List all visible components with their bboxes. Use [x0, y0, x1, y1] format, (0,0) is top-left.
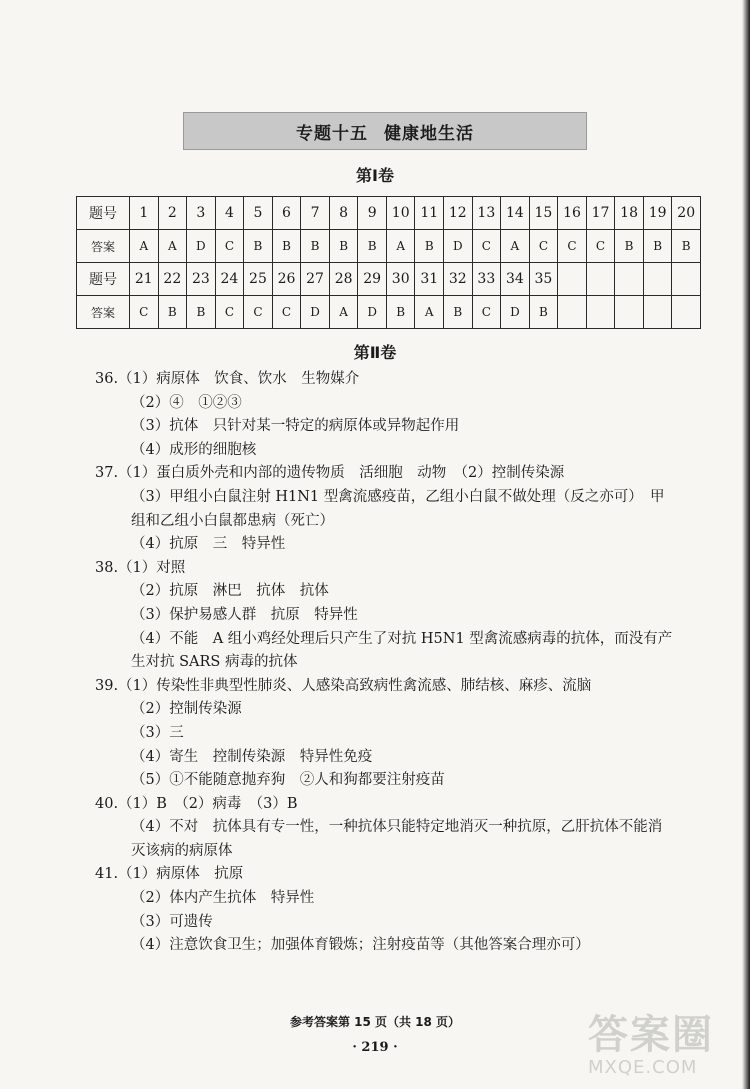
table-cell: B: [643, 230, 672, 263]
table-cell: 32: [444, 263, 473, 296]
answer-line: （4）注意饮食卫生；加强体育锻炼；注射疫苗等（其他答案合理亦可）: [131, 937, 590, 954]
table-cell: D: [501, 296, 530, 329]
table-cell: B: [158, 296, 187, 329]
answer-line: （3）三: [131, 724, 184, 741]
table-cell: [558, 296, 587, 329]
answer-line: 41.（1）病原体 抗原: [95, 866, 244, 883]
table-cell: 19: [643, 197, 672, 230]
topic-number: 专题十五: [296, 123, 368, 144]
table-cell: 6: [272, 197, 301, 230]
table-cell: B: [272, 230, 301, 263]
table-cell: B: [329, 230, 358, 263]
table-cell: 22: [158, 263, 187, 296]
table-cell: B: [301, 230, 330, 263]
watermark-logo: [588, 1013, 738, 1083]
table-cell: B: [672, 230, 701, 263]
table-cell: 4: [215, 197, 244, 230]
table-cell: 12: [444, 197, 473, 230]
answer-table: [76, 196, 701, 329]
table-cell: 11: [415, 197, 444, 230]
question-41: [95, 863, 715, 957]
answer-line: （5）①不能随意抛弃狗 ②人和狗都要注射疫苗: [131, 772, 445, 789]
answer-line: （3）可遗传: [131, 913, 213, 930]
question-39: [95, 675, 715, 793]
table-cell: 1: [130, 197, 159, 230]
table-cell: [672, 296, 701, 329]
table-cell: 14: [501, 197, 530, 230]
table-cell: D: [358, 296, 387, 329]
answer-line: 37.（1）蛋白质外壳和内部的遗传物质 活细胞 动物 （2）控制传染源: [95, 465, 565, 482]
row-label-answer: 答案: [77, 296, 130, 329]
answer-line: 生对抗 SARS 病毒的抗体: [131, 654, 298, 671]
answer-line: 组和乙组小白鼠都患病（死亡）: [131, 512, 334, 529]
answer-line: （4）寄生 控制传染源 特异性免疫: [131, 748, 373, 765]
table-cell: C: [244, 296, 273, 329]
table-cell: A: [501, 230, 530, 263]
table-cell: C: [472, 230, 501, 263]
table-cell: 30: [386, 263, 415, 296]
table-cell: B: [358, 230, 387, 263]
table-cell: 34: [501, 263, 530, 296]
table-cell: B: [444, 296, 473, 329]
table-cell: 20: [672, 197, 701, 230]
row-label-answer: 答案: [77, 230, 130, 263]
table-cell: [586, 263, 615, 296]
answer-line: 38.（1）对照: [95, 559, 186, 576]
table-cell: B: [529, 296, 558, 329]
answer-line: （4）不能 A 组小鸡经处理后只产生了对抗 H5N1 型禽流感病毒的抗体，而没有产: [131, 630, 673, 647]
table-cell: [558, 263, 587, 296]
answer-line: （3）保护易感人群 抗原 特异性: [131, 606, 358, 623]
table-cell: 10: [386, 197, 415, 230]
answer-line: （4）抗原 三 特异性: [131, 536, 286, 553]
table-cell: 24: [215, 263, 244, 296]
table-cell: [643, 296, 672, 329]
table-cell: C: [130, 296, 159, 329]
table-cell: [672, 263, 701, 296]
table-cell: [643, 263, 672, 296]
table-row-answers-1: [77, 230, 701, 263]
table-cell: A: [415, 296, 444, 329]
table-cell: C: [472, 296, 501, 329]
table-row-answers-2: [77, 296, 701, 329]
table-row-numbers-2: [77, 263, 701, 296]
answer-line: （2）④ ①②③: [131, 394, 242, 411]
table-cell: 7: [301, 197, 330, 230]
table-cell: 8: [329, 197, 358, 230]
topic-title: 健康地生活: [384, 123, 474, 144]
table-cell: 17: [586, 197, 615, 230]
table-cell: 3: [187, 197, 216, 230]
table-cell: 33: [472, 263, 501, 296]
footer-page-number: · 219 ·: [352, 1040, 398, 1055]
table-cell: [586, 296, 615, 329]
question-37: [95, 462, 715, 556]
answer-line: 灭该病的病原体: [131, 842, 233, 859]
table-cell: D: [301, 296, 330, 329]
watermark-text: 答案圈: [588, 1012, 714, 1058]
table-cell: A: [130, 230, 159, 263]
table-cell: 27: [301, 263, 330, 296]
answer-line: （4）不对 抗体具有专一性，一种抗体只能特定地消灭一种抗原，乙肝抗体不能消: [131, 819, 663, 836]
answer-line: （2）控制传染源: [131, 701, 242, 718]
table-cell: [615, 296, 644, 329]
table-cell: 21: [130, 263, 159, 296]
table-cell: B: [187, 296, 216, 329]
table-cell: C: [215, 296, 244, 329]
table-cell: 28: [329, 263, 358, 296]
question-36: [95, 368, 715, 462]
table-cell: 9: [358, 197, 387, 230]
table-cell: 2: [158, 197, 187, 230]
question-38: [95, 557, 715, 675]
table-cell: C: [558, 230, 587, 263]
table-cell: 25: [244, 263, 273, 296]
table-cell: 18: [615, 197, 644, 230]
table-cell: B: [415, 230, 444, 263]
table-row-numbers-1: [77, 197, 701, 230]
answer-line: 36.（1）病原体 饮食、饮水 生物媒介: [95, 371, 360, 387]
table-cell: [615, 263, 644, 296]
answer-line: 40.（1）B （2）病毒 （3）B: [95, 795, 298, 812]
answer-line: （4）成形的细胞核: [131, 441, 257, 458]
table-cell: D: [444, 230, 473, 263]
table-cell: 29: [358, 263, 387, 296]
table-cell: D: [187, 230, 216, 263]
answer-line: （3）甲组小白鼠注射 H1N1 型禽流感疫苗，乙组小白鼠不做处理（反之亦可） 甲: [131, 488, 665, 505]
volume-1-title: 第Ⅰ卷: [356, 166, 394, 185]
table-cell: C: [529, 230, 558, 263]
table-cell: A: [386, 230, 415, 263]
table-cell: 23: [187, 263, 216, 296]
table-cell: A: [329, 296, 358, 329]
answer-line: （3）抗体 只针对某一特定的病原体或异物起作用: [131, 418, 460, 435]
table-cell: 35: [529, 263, 558, 296]
table-cell: C: [272, 296, 301, 329]
table-cell: 31: [415, 263, 444, 296]
table-cell: B: [386, 296, 415, 329]
row-label-number: 题号: [77, 197, 130, 230]
table-cell: 26: [272, 263, 301, 296]
footer-answer-page: 参考答案第 15 页（共 18 页）: [289, 1015, 461, 1029]
volume-2-title: 第Ⅱ卷: [353, 343, 397, 362]
table-cell: B: [244, 230, 273, 263]
answer-line: 39.（1）传染性非典型性肺炎、人感染高致病性禽流感、肺结核、麻疹、流脑: [95, 677, 592, 694]
watermark-url: MXQE.COM: [588, 1057, 698, 1078]
table-cell: B: [615, 230, 644, 263]
table-cell: A: [158, 230, 187, 263]
table-cell: 13: [472, 197, 501, 230]
table-cell: C: [586, 230, 615, 263]
question-40: [95, 793, 715, 864]
answer-content: [95, 368, 715, 958]
topic-banner: [183, 112, 587, 150]
row-label-number: 题号: [77, 263, 130, 296]
answer-line: （2）体内产生抗体 特异性: [131, 890, 315, 907]
table-cell: 16: [558, 197, 587, 230]
table-cell: 15: [529, 197, 558, 230]
table-cell: 5: [244, 197, 273, 230]
table-cell: C: [215, 230, 244, 263]
answer-line: （2）抗原 淋巴 抗体 抗体: [131, 583, 329, 600]
